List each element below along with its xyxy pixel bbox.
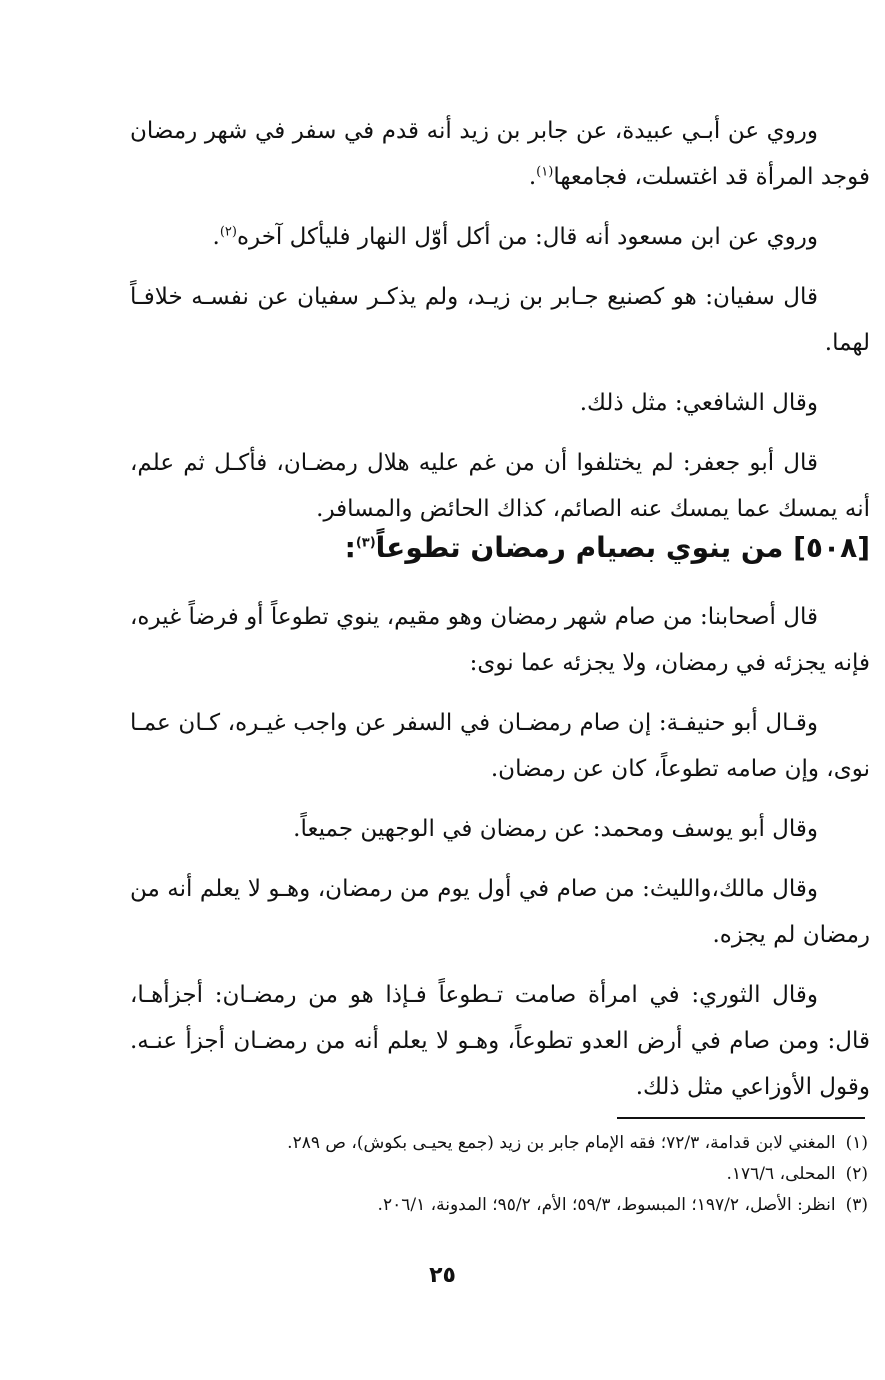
paragraph-abu-hanifa: وقـال أبو حنيفـة: إن صام رمضـان في السفر عن واجب غيـره، كـان عمـا نوى، وإن صامه تطوعاً، كان عن رمضان. [130, 710, 870, 782]
paragraph-abu-jafar: قال أبو جعفر: لم يختلفوا أن من غم عليه هلال رمضـان، فأكـل ثم علم، أنه يمسك عما يمسك عنه الصائم، كذاك الحائض والمسافر. [130, 450, 870, 522]
section-title: من ينوي بصيام رمضان تطوعاً [375, 531, 784, 564]
paragraph-text: وروي عن ابن مسعود أنه قال: من أكل أوّل النهار فليأكل آخره [236, 224, 818, 250]
paragraph-abu-ubaida [130, 108, 870, 200]
footnote-separator [617, 1117, 865, 1119]
paragraph-abu-yusuf: وقال أبو يوسف ومحمد: عن رمضان في الوجهين جميعاً. [293, 816, 818, 842]
heading-colon: : [344, 531, 356, 564]
footnote-2 [150, 1159, 868, 1189]
paragraph-shafii: وقال الشافعي: مثل ذلك. [579, 390, 818, 416]
paragraph-malik: وقال مالك،والليث: من صام في أول يوم من رمضان، وهـو لا يعلم أنه من رمضان لم يجزه. [130, 876, 870, 948]
footnote-1 [150, 1128, 868, 1158]
paragraph-text: وروي عن أبـي عبيدة، عن جابر بن زيد أنه قدم في سفر في شهر رمضان فوجد المرأة قد اغتسلت، فجامعها [130, 118, 870, 190]
footnote-ref-2: (٢) [219, 224, 237, 240]
footnotes [150, 1128, 868, 1221]
footnote-ref-1: (١) [536, 164, 554, 180]
paragraph-ibn-masud [130, 214, 870, 260]
footnote-text: انظر: الأصل، ١٩٧/٢؛ المبسوط، ٥٩/٣؛ الأم، ٩٥/٢؛ المدونة، ٢٠٦/١. [377, 1195, 836, 1215]
lower-text [130, 594, 870, 1110]
section-heading [300, 528, 870, 568]
paragraph-ashabuna: قال أصحابنا: من صام شهر رمضان وهو مقيم، ينوي تطوعاً أو فرضاً غيره، فإنه يجزئه في رمضان، ولا يجزئه عما نوى: [130, 604, 870, 676]
footnote-text: المغني لابن قدامة، ٧٢/٣؛ فقه الإمام جابر بن زيد (جمع يحيـى بكوش)، ص ٢٨٩. [287, 1133, 836, 1153]
footnote-marker: (١) [845, 1133, 868, 1153]
footnote-marker: (٢) [845, 1164, 868, 1184]
footnote-3 [150, 1190, 868, 1220]
sentence-end: . [528, 164, 537, 190]
section-number: [٥٠٨] [793, 531, 870, 564]
page-number: ٢٥ [429, 1263, 456, 1288]
paragraph-thawri: وقال الثوري: في امرأة صامت تـطوعاً فـإذا هو من رمضـان: أجزأهـا، قال: ومن صام في أرض العدو تطوعاً، وهـو لا يعلم أنه من رمضـان أجزأ عنـه. وقول الأوزاعي مثل ذلك. [130, 982, 870, 1100]
footnote-marker: (٣) [845, 1195, 868, 1215]
sentence-end: . [212, 224, 220, 250]
paragraph-sufyan: قال سفيان: هو كصنيع جـابر بن زيـد، ولم يذكـر سفيان عن نفسـه خلافـاً لهما. [130, 284, 870, 356]
footnote-text: المحلى، ١٧٦/٦. [726, 1164, 836, 1184]
footnote-ref-3: (٣) [355, 535, 376, 551]
upper-text [130, 108, 870, 532]
